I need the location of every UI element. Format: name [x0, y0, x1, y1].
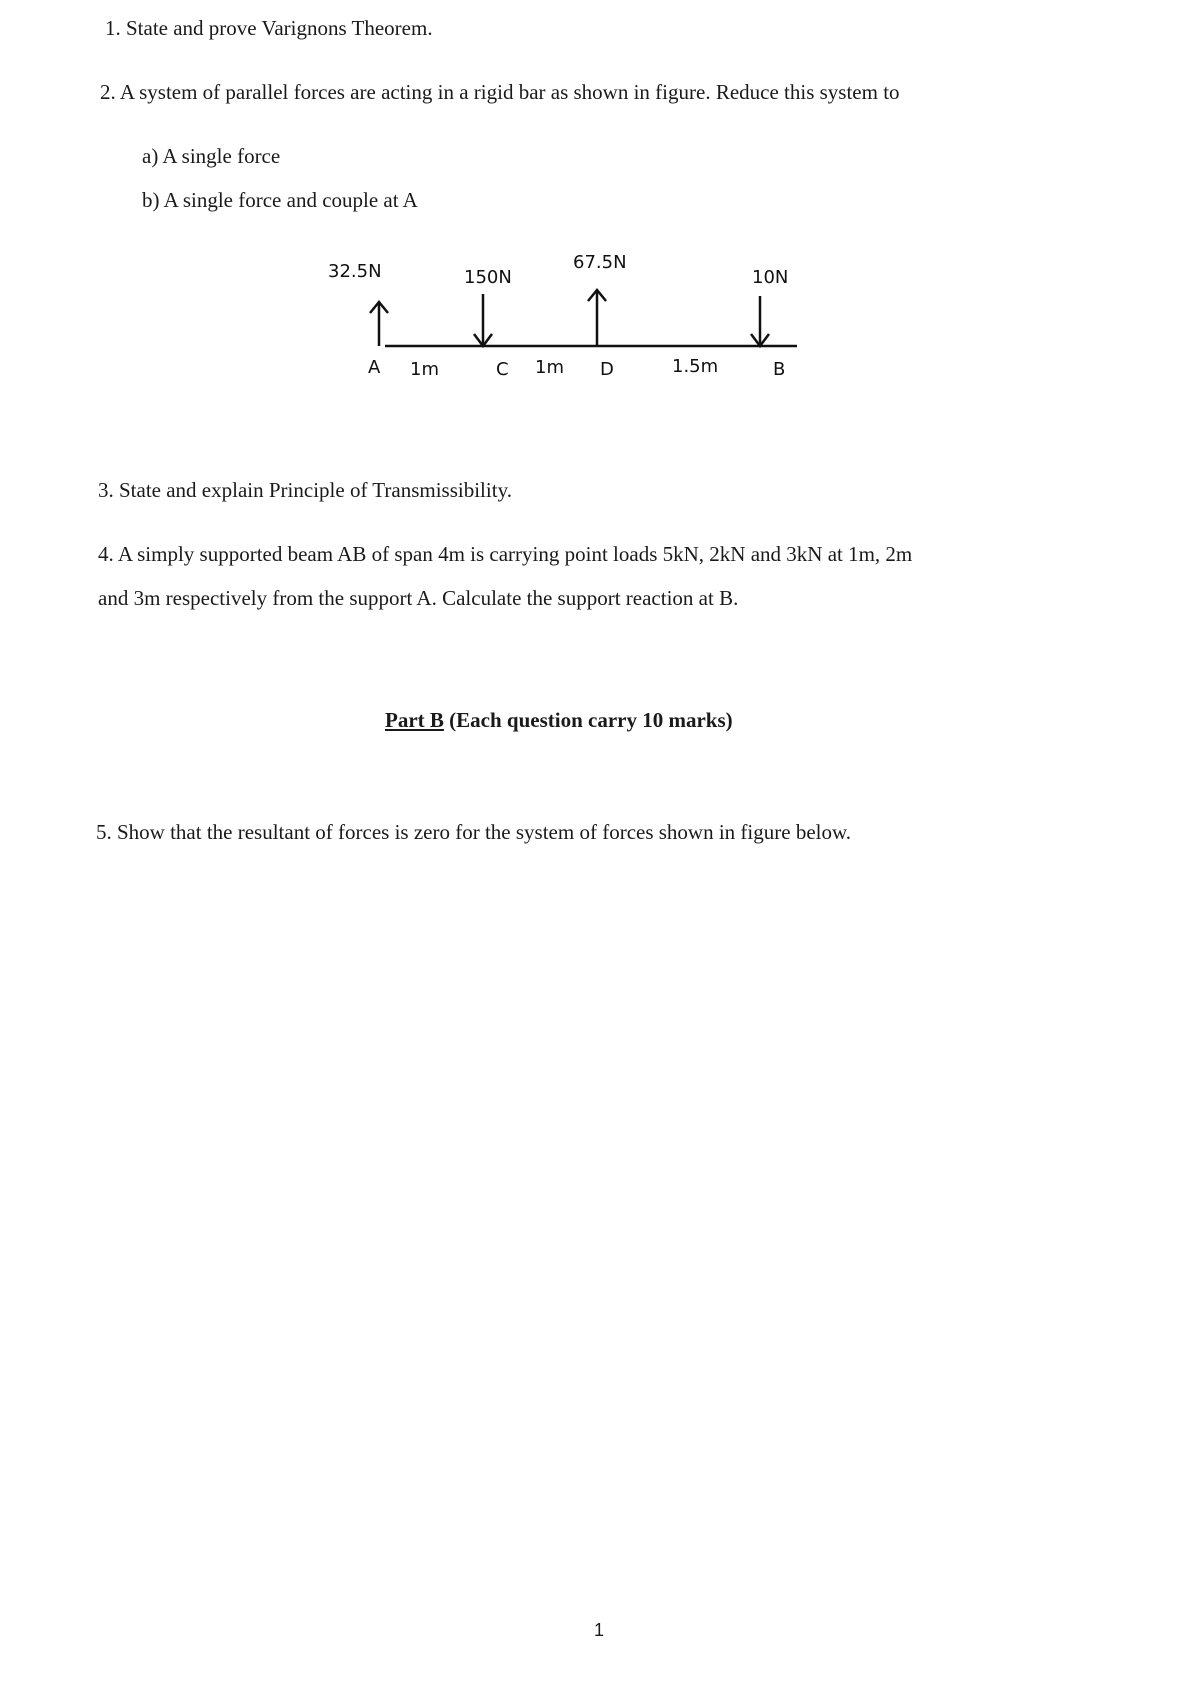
question-3: 3. State and explain Principle of Transmissibility.: [98, 478, 512, 502]
question-4-line-1: 4. A simply supported beam AB of span 4m is carrying point loads 5kN, 2kN and 3kN at 1m, 2m: [98, 542, 913, 566]
point-b: B: [773, 359, 786, 380]
force-label-d: 67.5N: [573, 252, 627, 273]
span-cd: 1m: [535, 357, 564, 378]
question-1: 1. State and prove Varignons Theorem.: [105, 16, 433, 40]
question-2b: b) A single force and couple at A: [142, 188, 418, 212]
force-label-c: 150N: [464, 267, 512, 288]
parallel-forces-figure: [0, 0, 1200, 420]
force-label-a: 32.5N: [328, 261, 382, 282]
question-4-line-2: and 3m respectively from the support A. Calculate the support reaction at B.: [98, 586, 739, 610]
span-db: 1.5m: [672, 356, 719, 377]
page-number: 1: [594, 1620, 605, 1640]
part-b-title: Part B: [385, 708, 444, 732]
question-2a: a) A single force: [142, 144, 281, 168]
point-a: A: [368, 357, 381, 378]
question-5: 5. Show that the resultant of forces is zero for the system of forces shown in figure below.: [96, 820, 852, 844]
part-b-subtitle: (Each question carry 10 marks): [443, 708, 733, 732]
question-2: 2. A system of parallel forces are acting in a rigid bar as shown in figure. Reduce this system to: [100, 80, 900, 104]
part-b-heading: [385, 708, 733, 733]
span-ac: 1m: [410, 359, 439, 380]
point-d: D: [600, 359, 614, 380]
point-c: C: [496, 359, 509, 380]
force-label-b: 10N: [752, 267, 789, 288]
